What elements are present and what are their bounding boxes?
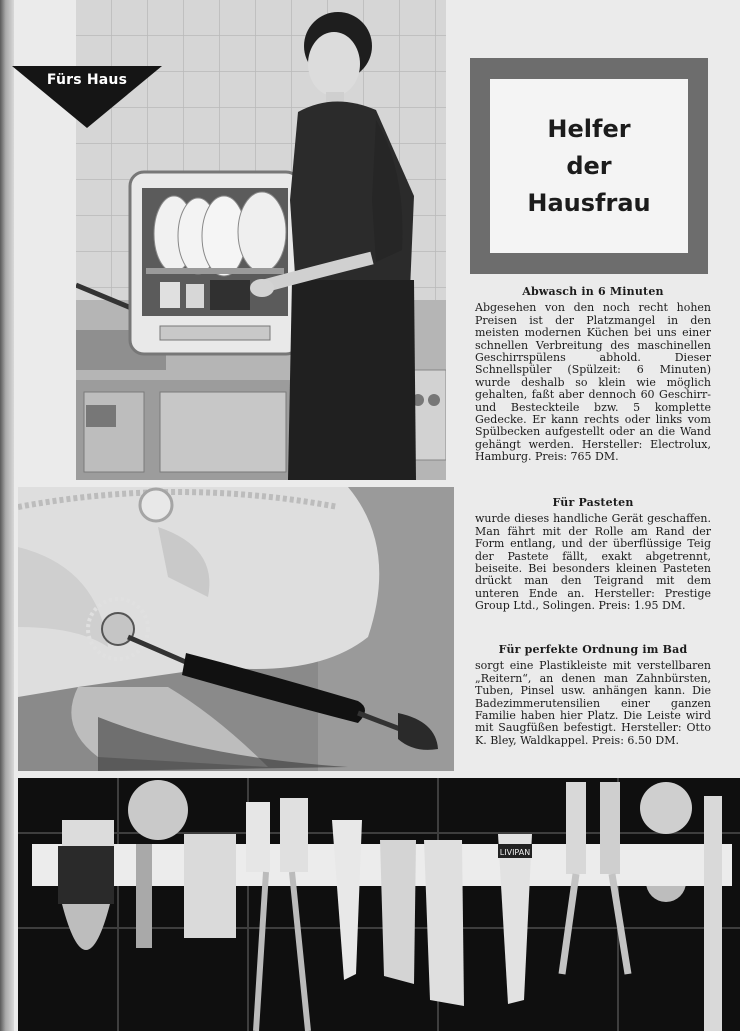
- page-title-line: Hausfrau: [527, 188, 651, 217]
- pastry-cutter-photo-image: [18, 487, 454, 771]
- section-badge: [12, 66, 162, 128]
- article-bath: [475, 644, 711, 747]
- page-title: [490, 79, 688, 253]
- section-badge-label: Fürs Haus: [46, 72, 128, 88]
- pastry-cutter-photo: [18, 487, 454, 771]
- article-heading: Für perfekte Ordnung im Bad: [498, 643, 688, 656]
- bathroom-rail-photo: [18, 778, 740, 1031]
- article-heading: Abwasch in 6 Minuten: [522, 285, 664, 298]
- article-body: sorgt eine Plastikleiste mit verstellbaren „Reitern“, an denen man Zahnbürsten, Tuben, Pinsel usw. anhängen kann. Die Badezimmerutensilien einer ganzen Familie haben hier Platz. Die Leiste wird mit Saugfüßen befestigt. Hersteller: Otto K. Bley, Waldkappel. Preis: 6.50 DM.: [475, 659, 711, 747]
- magazine-spine: [0, 0, 14, 1031]
- article-body: wurde dieses handliche Gerät geschaffen. Man fährt mit der Rolle am Rand der Form entlang, und der überflüssige Teig der Pastete fällt, exakt abgetrennt, beiseite. Bei besonders kleinen Pasteten drückt man den Teigrand mit dem unteren Ende an. Hersteller: Prestige Group Ltd., Solingen. Preis: 1.95 DM.: [475, 512, 711, 613]
- tube-label-text: LIVIPAN: [499, 848, 531, 857]
- article-heading: Für Pasteten: [552, 496, 634, 509]
- bathroom-rail-photo-image: [18, 778, 740, 1031]
- article-pastry: [475, 497, 711, 613]
- title-frame: [470, 58, 708, 274]
- page-title-line: Helfer: [547, 114, 631, 143]
- article-dishwasher: [475, 286, 711, 464]
- article-body: Abgesehen von den noch recht hohen Preisen ist der Platzmangel in den meisten modernen Küchen bei uns einer schnellen Verbreitung des maschinellen Geschirrspülens abhold. Dieser Schnellspüler (Spülzeit: 6 Minuten) wurde deshalb so klein wie möglich gehalten, faßt aber dennoch 60 Geschirr- und Besteckteile bzw. 5 komplette Gedecke. Er kann rechts oder links vom Spülbecken aufgestellt oder an die Wand gehängt werden. Hersteller: Electrolux, Hamburg. Preis: 765 DM.: [475, 301, 711, 464]
- page-title-line: der: [566, 151, 612, 180]
